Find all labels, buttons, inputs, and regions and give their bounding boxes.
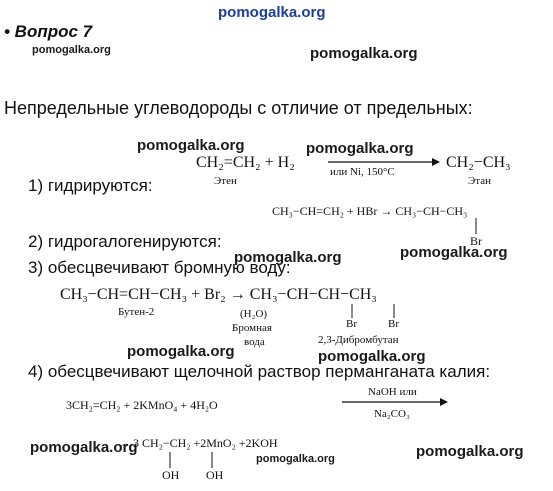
eq3-left-name: Бутен-2 [118,306,155,318]
watermark: pomogalka.org [400,244,508,261]
eq4-cond-top: NaOH или [368,386,417,398]
watermark-top[interactable]: pomogalka.org [218,4,326,21]
eq3-br-2: Br [388,318,399,330]
eq1-right-name: Этан [468,175,491,187]
eq3-product-name: 2,3-Дибромбутан [318,334,399,346]
eq1-condition: или Ni, 150°C [330,166,395,178]
eq4-cond-bottom: Na₂CO₃ [374,408,410,420]
watermark: pomogalka.org [30,439,138,456]
eq4-oh-1: OH [162,468,180,482]
list-item-3: 3) обесцвечивают бромную воду: [28,258,291,277]
watermark: pomogalka.org [416,443,524,460]
eq4-left: 3CH₂=CH₂ + 2KMnO₄ + 4H₂O [66,398,218,412]
list-item-2: 2) гидрогалогенируются: [28,232,222,251]
eq3-h2o: (H₂O) [240,308,268,320]
eq3-water-label-2: вода [244,336,265,348]
list-item-1: 1) гидрируются: [28,176,153,195]
eq3-water-label-1: Бромная [232,322,272,334]
eq3-br-1: Br [346,318,357,330]
eq1-right: CH₂−CH₃ [446,154,511,171]
intro-text: Непредельные углеводороды с отличие от предельных: [4,98,473,118]
watermark: pomogalka.org [127,343,235,360]
eq4-oh-2: OH [206,468,224,482]
watermark: pomogalka.org [310,45,418,62]
question-title: • Вопрос 7 [4,22,93,41]
watermark: pomogalka.org [318,348,426,365]
watermark: pomogalka.org [32,44,111,56]
list-item-4: 4) обесцвечивают щелочной раствор перманганата калия: [28,362,491,381]
eq4-right: → 3 CH₂−CH₂ +2MnO₂ +2KOH [118,436,278,450]
watermark: pomogalka.org [137,137,245,154]
watermark: pomogalka.org [306,140,414,157]
watermark: pomogalka.org [234,249,342,266]
eq2-br: Br [470,234,482,248]
eq1-left-name: Этен [214,175,237,187]
eq2-equation: CH₃−CH=CH₂ + HBr → CH₃−CH−CH₃ [272,204,468,218]
eq1-left: CH₂=CH₂ + H₂ [196,154,295,171]
eq3-equation: CH₃−CH=CH−CH₃ + Br₂ → CH₃−CH−CH−CH₃ [60,286,377,303]
watermark: pomogalka.org [256,453,335,465]
